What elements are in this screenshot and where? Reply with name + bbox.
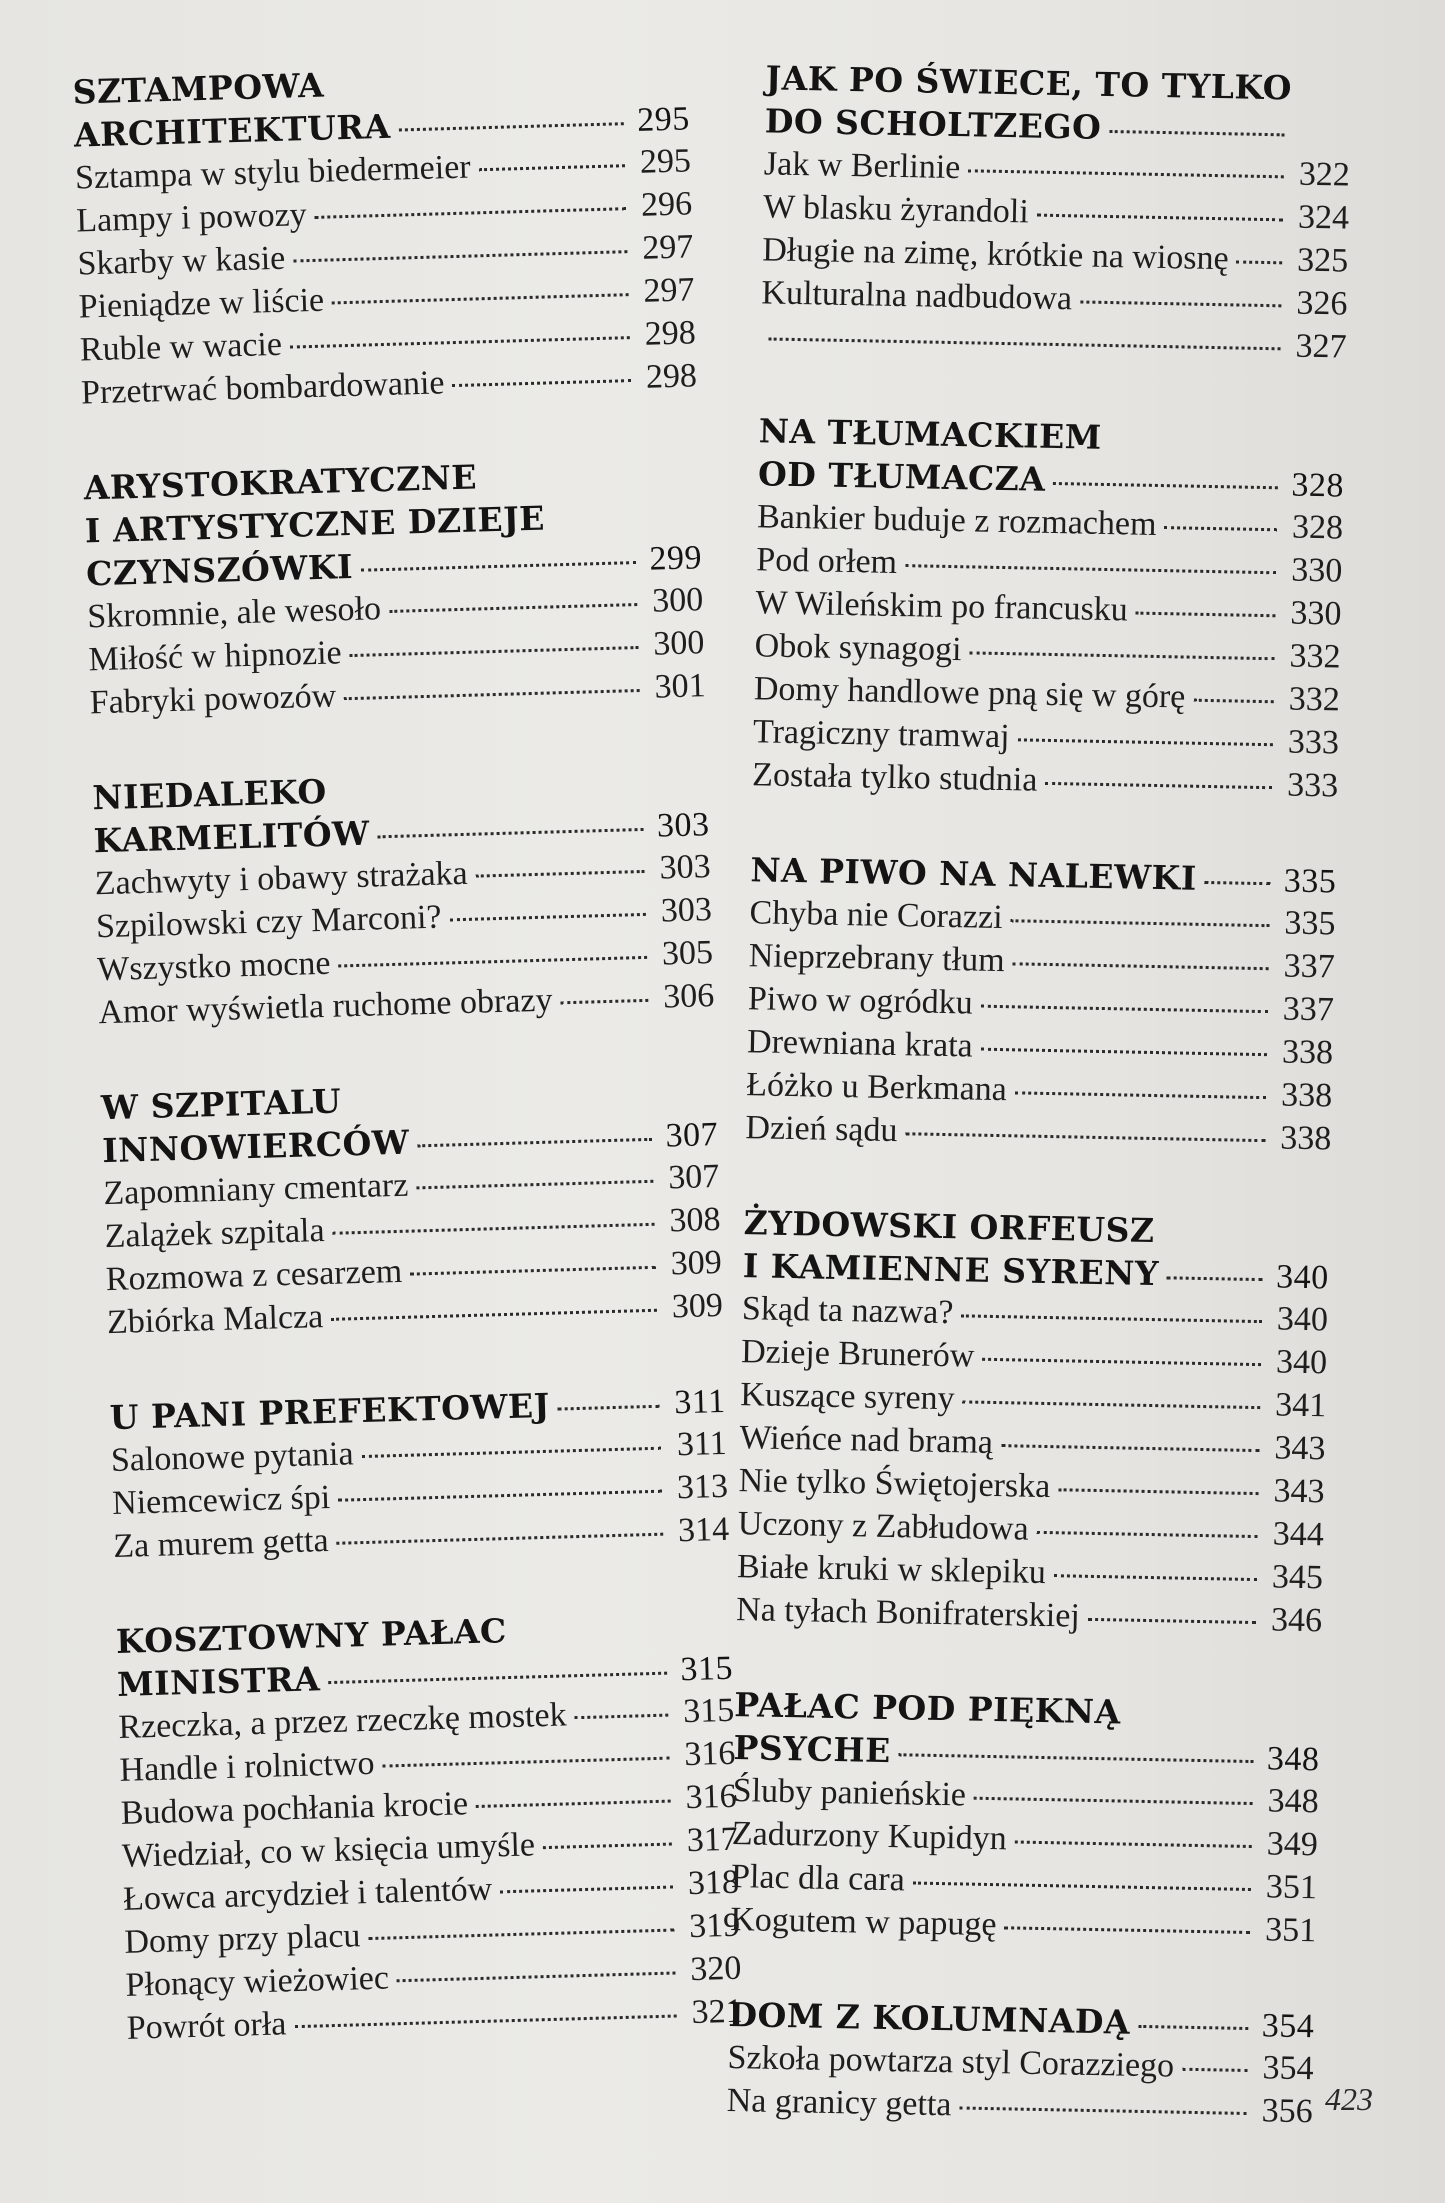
entry-page-number: 318 bbox=[687, 1863, 740, 1903]
entry-title: Długie na zimę, krótkie na wiosnę bbox=[761, 231, 1230, 278]
dot-leader bbox=[1205, 881, 1271, 885]
dot-leader bbox=[1037, 214, 1283, 222]
dot-leader bbox=[1045, 782, 1272, 789]
dot-leader bbox=[969, 651, 1274, 660]
entry-title: Łóżko u Berkmana bbox=[745, 1066, 1008, 1109]
dot-leader bbox=[397, 1971, 676, 1982]
dot-leader bbox=[333, 1223, 655, 1235]
entry-title: Śluby panieńskie bbox=[732, 1772, 967, 1814]
dot-leader bbox=[315, 207, 627, 219]
section-heading-text: OD TŁUMACZA bbox=[757, 454, 1046, 499]
entry-title: Wiedział, co w księcia umyśle bbox=[121, 1826, 536, 1875]
entry-page-number: 335 bbox=[1284, 904, 1336, 943]
entry-page-number: 301 bbox=[654, 667, 707, 706]
section-heading-text: DOM Z KOLUMNADĄ bbox=[728, 1995, 1131, 2042]
dot-leader bbox=[981, 1048, 1267, 1056]
entry-page-number: 325 bbox=[1296, 241, 1349, 280]
section-heading-text: PAŁAC POD PIĘKNĄ bbox=[734, 1685, 1122, 1732]
entry-page-number: 330 bbox=[1290, 551, 1343, 590]
entry-title: Uczony z Zabłudowa bbox=[737, 1505, 1029, 1548]
dot-leader bbox=[479, 164, 625, 171]
dot-leader bbox=[558, 1405, 660, 1411]
entry-title: Chyba nie Corazzi bbox=[749, 894, 1003, 937]
entry-page-number: 354 bbox=[1262, 2049, 1314, 2088]
toc-section bbox=[109, 1379, 730, 1568]
entry-title: Piwo w ogródku bbox=[747, 980, 974, 1022]
entry-title: Salonowe pytania bbox=[110, 1435, 355, 1480]
section-page-number: 335 bbox=[1283, 862, 1337, 901]
section-heading-text: ARCHITEKTURA bbox=[73, 106, 392, 155]
entry-title: Białe kruki w sklepiku bbox=[736, 1548, 1047, 1592]
dot-leader bbox=[293, 250, 627, 262]
dot-leader bbox=[959, 2106, 1246, 2115]
entry-title: W blasku żyrandoli bbox=[762, 188, 1030, 231]
toc-section bbox=[752, 409, 1345, 807]
dot-leader bbox=[389, 603, 637, 613]
section-heading-text: I ARTYSTYCZNE DZIEJE bbox=[84, 498, 546, 551]
dot-leader bbox=[905, 1132, 1265, 1142]
dot-leader bbox=[905, 564, 1276, 574]
dot-leader bbox=[350, 646, 639, 657]
section-page-number: 307 bbox=[665, 1115, 719, 1155]
entry-page-number: 309 bbox=[671, 1286, 724, 1326]
dot-leader bbox=[769, 337, 1281, 350]
entry-page-number: 297 bbox=[642, 271, 695, 310]
section-page-number: 303 bbox=[656, 806, 710, 845]
section-heading-text: NA PIWO NA NALEWKI bbox=[750, 850, 1198, 898]
entry-page-number: 307 bbox=[667, 1157, 720, 1197]
dot-leader bbox=[417, 1138, 652, 1148]
entry-page-number: 314 bbox=[677, 1510, 730, 1550]
dot-leader bbox=[450, 913, 646, 921]
dot-leader bbox=[378, 828, 644, 838]
dot-leader bbox=[1136, 612, 1276, 618]
entry-title: Skąd ta nazwa? bbox=[741, 1290, 954, 1332]
dot-leader bbox=[1054, 1574, 1257, 1581]
dot-leader bbox=[899, 1753, 1254, 1763]
entry-page-number: 349 bbox=[1266, 1825, 1319, 1864]
entry-title: Kulturalna nadbudowa bbox=[761, 274, 1073, 318]
entry-page-number: 321 bbox=[691, 1992, 744, 2032]
entry-page-number: 309 bbox=[670, 1243, 723, 1283]
entry-title: Handle i rolnictwo bbox=[119, 1744, 375, 1789]
entry-title: Zapomniany cmentarz bbox=[102, 1166, 409, 1213]
section-page-number: 340 bbox=[1275, 1258, 1330, 1297]
entry-page-number: 333 bbox=[1287, 723, 1340, 762]
entry-title: Została tylko studnia bbox=[751, 756, 1038, 799]
dot-leader bbox=[452, 379, 631, 387]
dot-leader bbox=[968, 169, 1284, 178]
entry-page-number: 320 bbox=[689, 1949, 742, 1989]
entry-page-number: 332 bbox=[1289, 637, 1341, 676]
section-heading-text: NIEDALEKO bbox=[91, 771, 328, 818]
dot-leader bbox=[500, 1886, 673, 1894]
entry-title: Sztampa w stylu biedermeier bbox=[74, 148, 472, 197]
entry-page-number: 306 bbox=[662, 977, 715, 1016]
entry-page-number: 356 bbox=[1261, 2092, 1314, 2131]
entry-page-number: 300 bbox=[651, 581, 704, 620]
section-heading-text: NA TŁUMACKIEM bbox=[758, 411, 1103, 457]
entry-title: Za murem getta bbox=[112, 1522, 330, 1566]
entry-page-number: 340 bbox=[1275, 1343, 1328, 1382]
entry-title: Płonący wieżowiec bbox=[125, 1959, 390, 2004]
entry-page-number: 338 bbox=[1281, 1033, 1334, 1072]
dot-leader bbox=[1015, 1840, 1252, 1848]
dot-leader bbox=[974, 1797, 1253, 1805]
entry-title: Zbiórka Malcza bbox=[106, 1298, 324, 1342]
entry-title: Niemcewicz śpi bbox=[111, 1478, 331, 1523]
section-heading-text: PSYCHE bbox=[733, 1728, 892, 1771]
entry-title: Plac dla cara bbox=[730, 1858, 906, 1899]
entry-title: Szkoła powtarza styl Corazziego bbox=[727, 2039, 1175, 2085]
dot-leader bbox=[981, 1005, 1268, 1014]
entry-title: Zadurzony Kupidyn bbox=[731, 1815, 1008, 1858]
entry-title: Zachwyty i obawy strażaka bbox=[94, 854, 469, 903]
toc-section bbox=[730, 1683, 1321, 1952]
entry-page-number: 313 bbox=[676, 1467, 729, 1507]
entry-title: Kuszące syreny bbox=[740, 1376, 955, 1418]
dot-leader bbox=[1013, 962, 1269, 970]
entry-page-number: 296 bbox=[640, 185, 693, 224]
dot-leader bbox=[416, 1180, 653, 1190]
entry-page-number: 343 bbox=[1273, 1472, 1325, 1511]
toc-section bbox=[760, 56, 1352, 368]
entry-page-number: 303 bbox=[660, 891, 713, 930]
dot-leader bbox=[328, 1672, 667, 1684]
entry-title: Łowca arcydzieł i talentów bbox=[122, 1870, 493, 1918]
dot-leader bbox=[344, 689, 639, 700]
entry-page-number: 345 bbox=[1271, 1558, 1324, 1597]
entry-title: Nie tylko Świętojerska bbox=[738, 1462, 1051, 1506]
dot-leader bbox=[476, 870, 645, 878]
dot-leader bbox=[1004, 1926, 1250, 1934]
dot-leader bbox=[575, 1714, 669, 1720]
dot-leader bbox=[1080, 300, 1281, 307]
entry-title: Zalążek szpitala bbox=[104, 1212, 326, 1256]
section-heading-text: CZYNSZÓWKI bbox=[85, 546, 354, 594]
dot-leader bbox=[1017, 738, 1272, 746]
dot-leader bbox=[476, 1800, 671, 1808]
dot-leader bbox=[1182, 2068, 1247, 2072]
dot-leader bbox=[982, 1358, 1261, 1366]
dot-leader bbox=[1011, 919, 1270, 927]
entry-page-number: 351 bbox=[1265, 1868, 1318, 1907]
entry-title: Miłość w hipnozie bbox=[88, 634, 343, 679]
dot-leader bbox=[382, 1757, 669, 1768]
entry-page-number: 327 bbox=[1295, 327, 1347, 366]
entry-page-number: 324 bbox=[1297, 198, 1350, 237]
toc-left-column bbox=[72, 53, 744, 2101]
entry-page-number: 330 bbox=[1290, 594, 1342, 633]
entry-title: Bankier buduje z rozmachem bbox=[756, 498, 1157, 543]
section-heading-text: JAK PO ŚWIECE, TO TYLKO bbox=[765, 58, 1293, 108]
entry-page-number: 303 bbox=[659, 848, 712, 887]
dot-leader bbox=[294, 2014, 676, 2028]
entry-page-number: 337 bbox=[1282, 990, 1335, 1029]
toc-section bbox=[745, 848, 1337, 1160]
section-heading-text: ŻYDOWSKI ORFEUSZ bbox=[743, 1203, 1155, 1251]
dot-leader bbox=[1193, 699, 1274, 704]
section-heading-text: ARYSTOKRATYCZNE bbox=[83, 457, 478, 508]
entry-page-number: 338 bbox=[1280, 1076, 1333, 1115]
entry-page-number: 343 bbox=[1274, 1429, 1326, 1468]
entry-title: Pieniądze w liście bbox=[78, 281, 325, 326]
dot-leader bbox=[1058, 1488, 1258, 1495]
entry-title: Drewniana krata bbox=[746, 1023, 974, 1065]
dot-leader bbox=[1138, 2025, 1248, 2030]
entry-title: Budowa pochłania krocie bbox=[120, 1785, 469, 1832]
dot-leader bbox=[332, 293, 628, 304]
section-heading-text: SZTAMPOWA bbox=[72, 65, 325, 112]
entry-title: Wszystko mocne bbox=[96, 944, 331, 989]
entry-page-number: 344 bbox=[1272, 1515, 1325, 1554]
dot-leader bbox=[337, 1533, 664, 1545]
entry-title: Jak w Berlinie bbox=[763, 145, 961, 187]
entry-title: Na tyłach Bonifraterskiej bbox=[735, 1591, 1081, 1635]
entry-page-number: 298 bbox=[644, 314, 697, 353]
entry-page-number: 341 bbox=[1274, 1386, 1327, 1425]
dot-leader bbox=[362, 1447, 661, 1458]
dot-leader bbox=[290, 336, 630, 348]
section-heading-text: W SZPITALU bbox=[100, 1081, 342, 1128]
section-page-number: 348 bbox=[1266, 1740, 1320, 1779]
toc-section bbox=[92, 759, 715, 1034]
dot-leader bbox=[963, 1400, 1261, 1409]
section-page-number: 299 bbox=[648, 539, 703, 578]
entry-page-number: 351 bbox=[1264, 1911, 1317, 1950]
dot-leader bbox=[1167, 1276, 1263, 1281]
section-heading-text: U PANI PREFEKTOWEJ bbox=[109, 1385, 551, 1438]
entry-title: Amor wyświetla ruchome obrazy bbox=[97, 981, 553, 1032]
section-page-number: 311 bbox=[673, 1382, 727, 1422]
dot-leader bbox=[1037, 1531, 1258, 1538]
section-heading-text: MINISTRA bbox=[116, 1659, 321, 1704]
toc-section bbox=[115, 1603, 743, 2050]
entry-title: Tragiczny tramwaj bbox=[752, 713, 1010, 756]
dot-leader bbox=[331, 1309, 657, 1321]
entry-page-number: 328 bbox=[1291, 508, 1344, 547]
toc-section bbox=[726, 1993, 1314, 2133]
entry-title: Wieńce nad bramą bbox=[739, 1419, 994, 1461]
toc-section bbox=[83, 449, 706, 724]
dot-leader bbox=[410, 1266, 656, 1276]
dot-leader bbox=[1164, 526, 1277, 531]
dot-leader bbox=[1237, 260, 1283, 264]
entry-page-number: 337 bbox=[1283, 947, 1336, 986]
entry-page-number: 340 bbox=[1276, 1300, 1329, 1339]
section-page-number bbox=[1288, 142, 1350, 143]
entry-title: Powrót orła bbox=[126, 2005, 287, 2047]
entry-title: Domy przy placu bbox=[123, 1917, 361, 1961]
entry-page-number: 295 bbox=[639, 142, 692, 181]
dot-leader bbox=[1109, 130, 1284, 136]
section-heading-text: KOSZTOWNY PAŁAC bbox=[115, 1611, 508, 1661]
section-heading-text: INNOWIERCÓW bbox=[101, 1122, 410, 1171]
page-number: 423 bbox=[1325, 2081, 1373, 2117]
entry-page-number: 333 bbox=[1286, 766, 1339, 805]
entry-page-number: 348 bbox=[1267, 1782, 1320, 1821]
dot-leader bbox=[961, 1314, 1262, 1323]
entry-title: Rozmowa z cesarzem bbox=[105, 1252, 403, 1299]
entry-page-number: 300 bbox=[652, 624, 705, 663]
toc-section bbox=[72, 53, 697, 414]
entry-title: Na granicy getta bbox=[726, 2082, 952, 2124]
entry-title: Dzień sądu bbox=[745, 1109, 898, 1150]
entry-page-number: 338 bbox=[1280, 1119, 1332, 1158]
entry-title: Skarby w kasie bbox=[77, 239, 286, 283]
entry-title: Fabryki powozów bbox=[89, 677, 337, 722]
entry-title: Nieprzebrany tłum bbox=[748, 937, 1005, 980]
dot-leader bbox=[1001, 1444, 1260, 1452]
entry-page-number: 326 bbox=[1296, 284, 1348, 323]
entry-title: Domy handlowe pną się w górę bbox=[753, 670, 1186, 716]
entry-page-number: 316 bbox=[685, 1777, 738, 1817]
entry-page-number: 319 bbox=[688, 1906, 741, 1946]
entry-page-number: 308 bbox=[668, 1200, 721, 1240]
section-page-number: 295 bbox=[636, 100, 691, 139]
entry-title: Kogutem w papugę bbox=[729, 1901, 997, 1944]
entry-title: Lampy i powozy bbox=[75, 196, 308, 240]
entry-title: Skromnie, ale wesoło bbox=[86, 590, 382, 636]
section-heading-text: DO SCHOLTZEGO bbox=[764, 101, 1102, 147]
dot-leader bbox=[560, 999, 648, 1004]
section-heading-text: KARMELITÓW bbox=[93, 813, 371, 861]
entry-title: Rzeczka, a przez rzeczkę mostek bbox=[117, 1696, 568, 1746]
dot-leader bbox=[368, 1929, 674, 1941]
section-page-number: 354 bbox=[1261, 2007, 1315, 2046]
entry-page-number: 322 bbox=[1298, 155, 1351, 194]
entry-title: Ruble w wacie bbox=[79, 325, 283, 369]
section-page-number: 315 bbox=[679, 1649, 734, 1689]
entry-title: Przetrwać bombardowanie bbox=[80, 364, 445, 412]
dot-leader bbox=[361, 561, 636, 572]
entry-page-number: 305 bbox=[661, 934, 714, 973]
entry-title: Szpilowski czy Marconi? bbox=[95, 898, 442, 946]
entry-page-number: 297 bbox=[641, 228, 694, 267]
entry-page-number: 311 bbox=[676, 1424, 728, 1464]
dot-leader bbox=[543, 1843, 672, 1850]
entry-page-number: 316 bbox=[683, 1734, 736, 1774]
dot-leader bbox=[1088, 1618, 1256, 1624]
entry-page-number: 315 bbox=[682, 1691, 735, 1731]
entry-title: Dzieje Brunerów bbox=[740, 1333, 975, 1375]
entry-title: Obok synagogi bbox=[754, 627, 962, 669]
entry-page-number: 332 bbox=[1288, 680, 1341, 719]
dot-leader bbox=[338, 956, 647, 968]
entry-page-number: 317 bbox=[686, 1820, 739, 1860]
toc-section bbox=[736, 1201, 1330, 1642]
entry-page-number: 346 bbox=[1270, 1601, 1323, 1640]
section-page-number: 328 bbox=[1291, 466, 1345, 505]
dot-leader bbox=[338, 1490, 662, 1502]
section-heading-text: I KAMIENNE SYRENY bbox=[742, 1246, 1160, 1294]
dot-leader bbox=[399, 122, 624, 131]
entry-title: W Wileńskim po francusku bbox=[755, 584, 1129, 629]
dot-leader bbox=[1053, 482, 1278, 489]
toc-section bbox=[100, 1069, 723, 1344]
dot-leader bbox=[1015, 1091, 1266, 1099]
toc-right-column bbox=[725, 56, 1352, 2185]
entry-title: Pod orłem bbox=[756, 541, 898, 581]
entry-page-number: 298 bbox=[645, 357, 698, 396]
dot-leader bbox=[913, 1882, 1251, 1891]
